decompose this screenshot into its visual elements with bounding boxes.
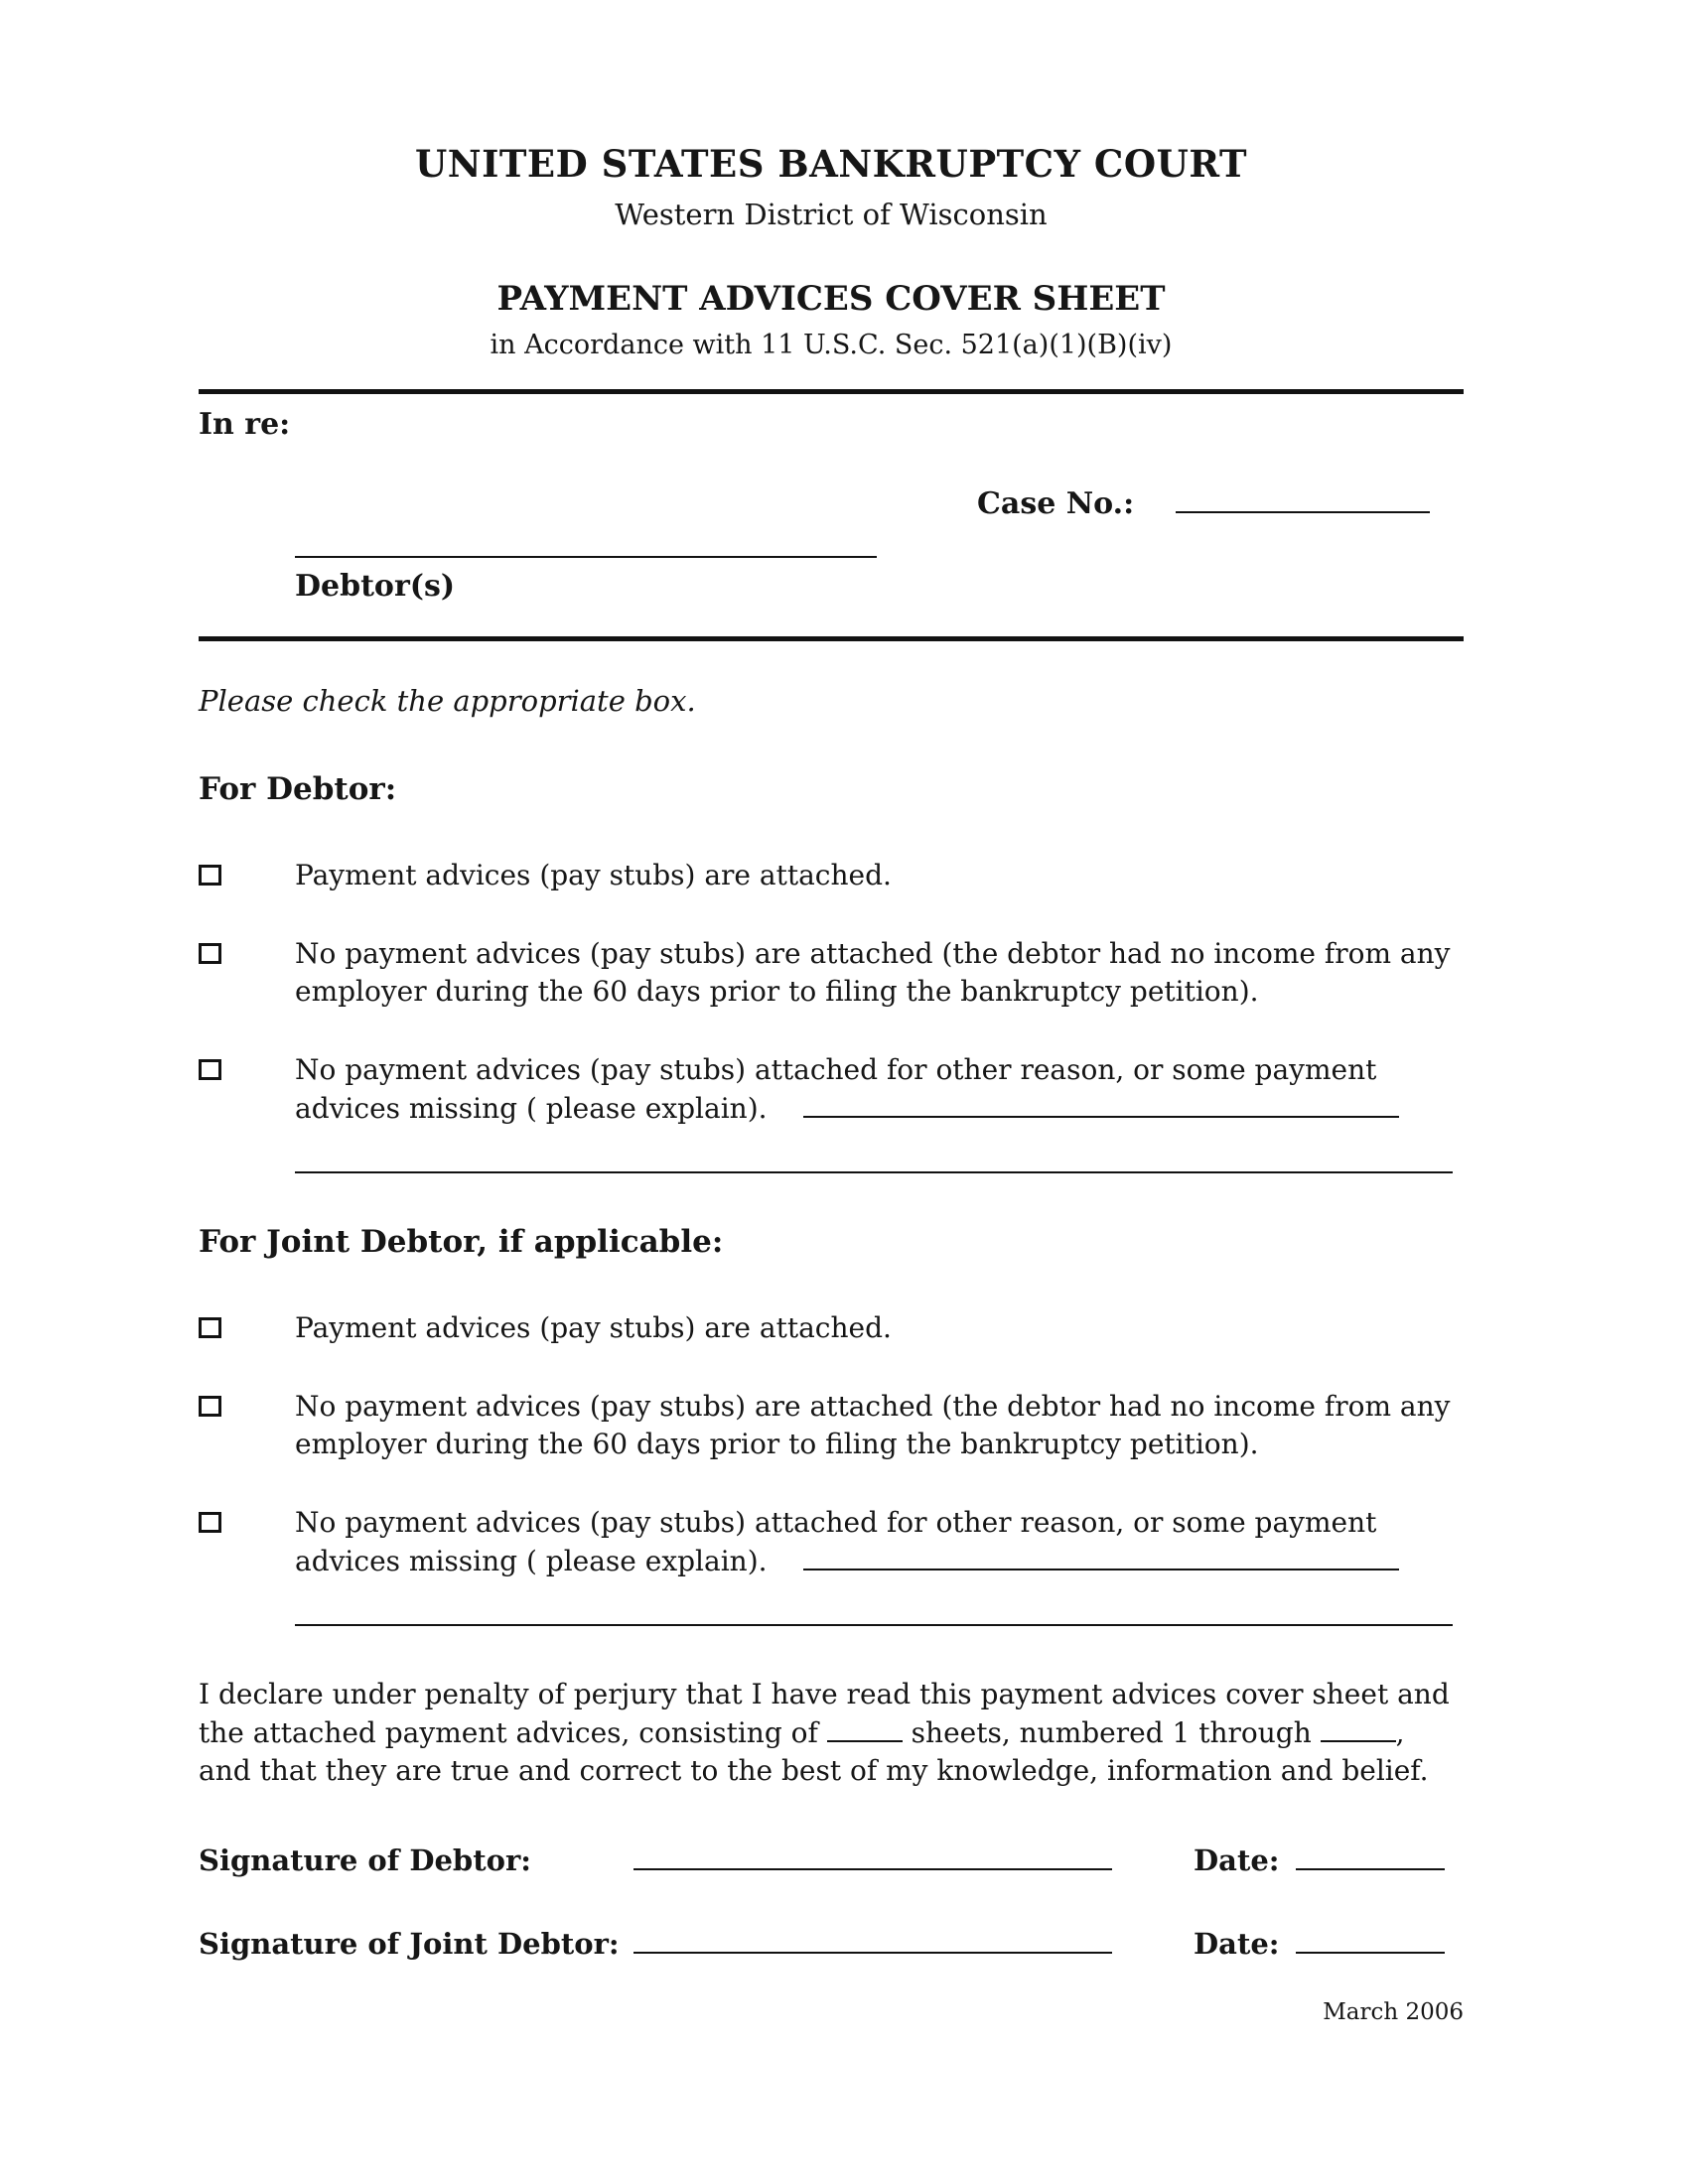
divider-middle [199,636,1464,641]
option-row [199,1388,1464,1464]
signature-debtor-label: Signature of Debtor: [199,1843,531,1878]
signature-row-joint-debtor [199,1924,1464,1964]
court-district: Western District of Wisconsin [615,198,1048,232]
signature-debtor-field[interactable] [633,1842,1112,1870]
option-label: Payment advices (pay stubs) are attached. [295,859,892,892]
date-label: Date: [1194,1843,1280,1878]
form-subtitle: in Accordance with 11 U.S.C. Sec. 521(a)(1)(B)(iv) [490,329,1173,360]
joint-explain-field-line2[interactable] [295,1624,1453,1626]
revision-date: March 2006 [1323,1999,1464,2025]
section-heading-debtor: For Debtor: [199,771,397,808]
declaration-text [199,1676,1464,1791]
checkbox-debtor-no-income[interactable] [199,943,221,964]
declaration-part3: , and that they are true and correct to the best of my knowledge, information and belief. [199,1715,1429,1788]
instruction-text: Please check the appropriate box. [199,684,696,719]
checkbox-joint-other-reason[interactable] [199,1512,221,1533]
in-re-label: In re: [199,407,291,443]
date-label: Date: [1194,1927,1280,1962]
section-heading-joint-debtor: For Joint Debtor, if applicable: [199,1224,724,1261]
numbered-through-field[interactable] [1321,1740,1396,1742]
option-label: No payment advices (pay stubs) are attached (the debtor had no income from any employer during the 60 days prior to filing the bankruptcy petition). [295,936,1451,1009]
signature-row-debtor [199,1841,1464,1880]
divider-top [199,389,1464,394]
joint-explain-field[interactable] [803,1569,1399,1570]
sheets-count-field[interactable] [827,1740,903,1742]
option-row [199,857,1464,895]
debtor-name-field[interactable] [295,556,877,558]
court-name: UNITED STATES BANKRUPTCY COURT [415,142,1247,186]
checkbox-debtor-advices-attached[interactable] [199,865,221,886]
signature-joint-debtor-field[interactable] [633,1925,1112,1954]
option-row [199,1051,1464,1128]
debtors-label: Debtor(s) [295,569,456,604]
case-number-row [199,483,1464,524]
case-number-field[interactable] [1176,485,1430,513]
option-label: Payment advices (pay stubs) are attached. [295,1311,892,1345]
signature-joint-debtor-label: Signature of Joint Debtor: [199,1927,620,1962]
option-row [199,935,1464,1012]
case-number-label: Case No.: [977,485,1135,521]
checkbox-joint-no-income[interactable] [199,1396,221,1417]
checkbox-debtor-other-reason[interactable] [199,1059,221,1080]
option-label-text: No payment advices (pay stubs) attached for other reason, or some payment advices missing ( please explain). [295,1053,1377,1125]
option-row [199,1504,1464,1580]
debtor-explain-field-line2[interactable] [295,1171,1453,1173]
option-label: No payment advices (pay stubs) are attached (the debtor had no income from any employer during the 60 days prior to filing the bankruptcy petition). [295,1389,1451,1461]
option-label [295,1504,1457,1580]
option-label [295,1051,1457,1128]
checkbox-joint-advices-attached[interactable] [199,1317,221,1338]
date-debtor-field[interactable] [1296,1842,1445,1870]
form-title: PAYMENT ADVICES COVER SHEET [496,279,1166,320]
option-row [199,1309,1464,1348]
declaration-part1: I declare under penalty of perjury that I have read this payment advices cover sheet and the attached payment advices, consisting of [199,1678,1450,1749]
debtor-explain-field[interactable] [803,1116,1399,1118]
declaration-part2: sheets, numbered 1 through [902,1715,1321,1749]
option-label-text: No payment advices (pay stubs) attached for other reason, or some payment advices missing ( please explain). [295,1505,1377,1577]
date-joint-debtor-field[interactable] [1296,1925,1445,1954]
